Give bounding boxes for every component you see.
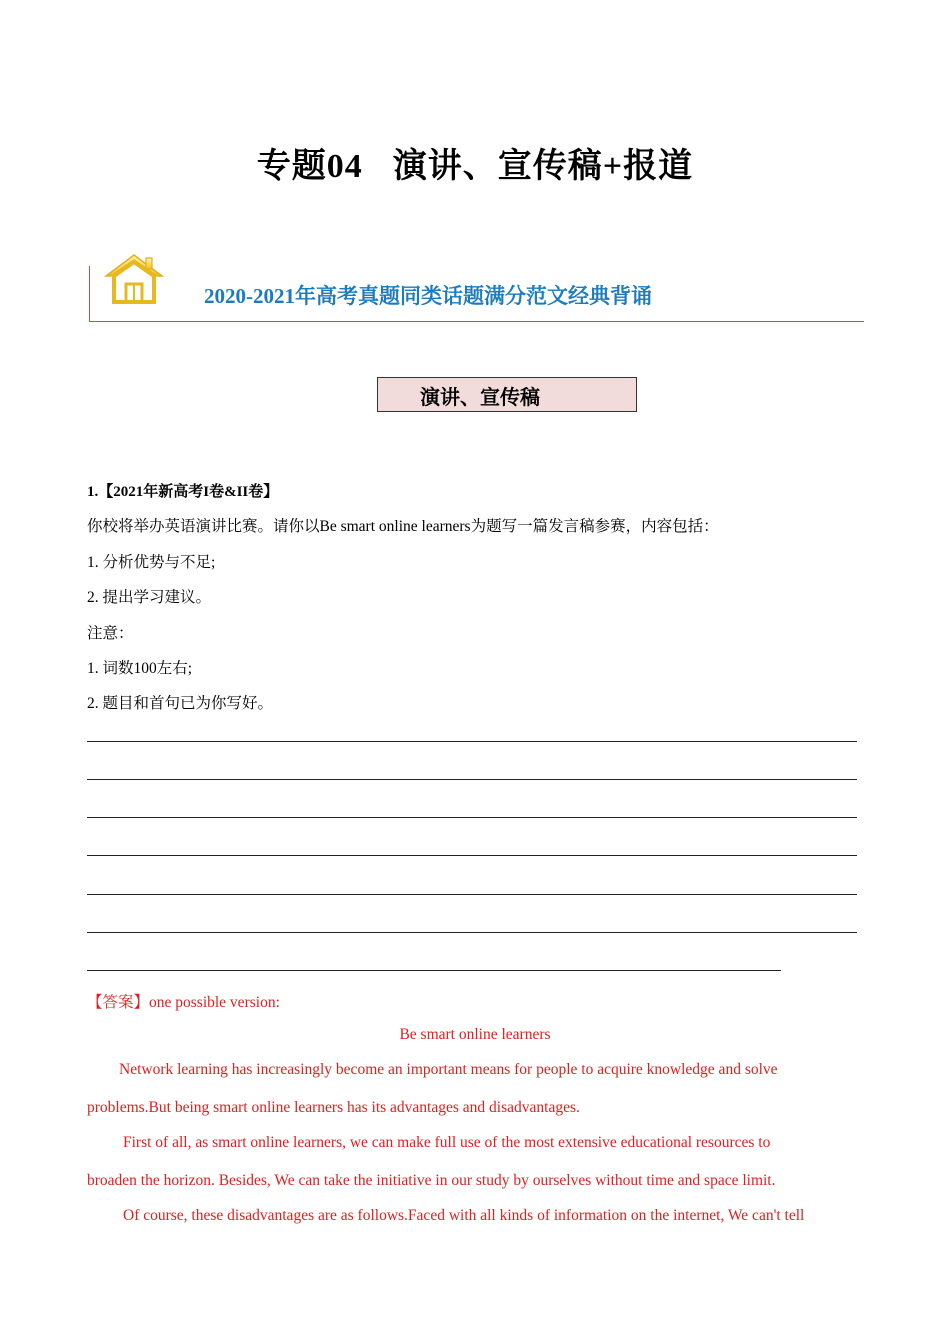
banner-vertical-rule <box>89 266 90 321</box>
banner-horizontal-rule <box>89 321 864 322</box>
title-topic-number: 专题04 <box>256 148 363 185</box>
writing-line <box>87 855 857 856</box>
writing-line <box>87 741 857 742</box>
section-heading-box <box>377 377 637 412</box>
question-point-1: 1. 分析优势与不足; <box>87 554 216 571</box>
question-heading: 1.【2021年新高考I卷&II卷】 <box>87 484 279 500</box>
writing-line <box>87 817 857 818</box>
section-heading: 演讲、宣传稿 <box>420 387 540 409</box>
question-note-1: 1. 词数100左右; <box>87 660 193 677</box>
writing-line <box>87 779 857 780</box>
writing-line <box>87 970 781 971</box>
answer-title: Be smart online learners <box>399 1026 551 1043</box>
answer-line: Network learning has increasingly become an important means for people to acquire knowledge and solve <box>119 1061 778 1078</box>
answer-line: problems.But being smart online learners has its advantages and disadvantages. <box>87 1099 580 1116</box>
answer-line: First of all, as smart online learners, we can make full use of the most extensive educational resources to <box>123 1134 771 1151</box>
page-title <box>0 138 950 187</box>
question-point-2: 2. 提出学习建议。 <box>87 589 212 606</box>
section-banner <box>88 252 864 322</box>
question-note-label: 注意： <box>87 625 134 642</box>
writing-line <box>87 894 857 895</box>
answer-line: Of course, these disadvantages are as follows.Faced with all kinds of information on the internet, We can't tell <box>123 1207 805 1224</box>
question-note-2: 2. 题目和首句已为你写好。 <box>87 695 274 712</box>
answer-label: 【答案】one possible version: <box>87 994 280 1011</box>
title-topic-name: 演讲、宣传稿+报道 <box>392 148 694 185</box>
answer-line: broaden the horizon. Besides, We can take the initiative in our study by ourselves without time and space limit. <box>87 1172 776 1189</box>
writing-line <box>87 932 857 933</box>
house-icon <box>102 252 166 306</box>
banner-subtitle: 2020-2021年高考真题同类话题满分范文经典背诵 <box>204 284 652 308</box>
question-prompt: 你校将举办英语演讲比赛。请你以Be smart online learners为题写一篇发言稿参赛，内容包括： <box>87 518 719 535</box>
